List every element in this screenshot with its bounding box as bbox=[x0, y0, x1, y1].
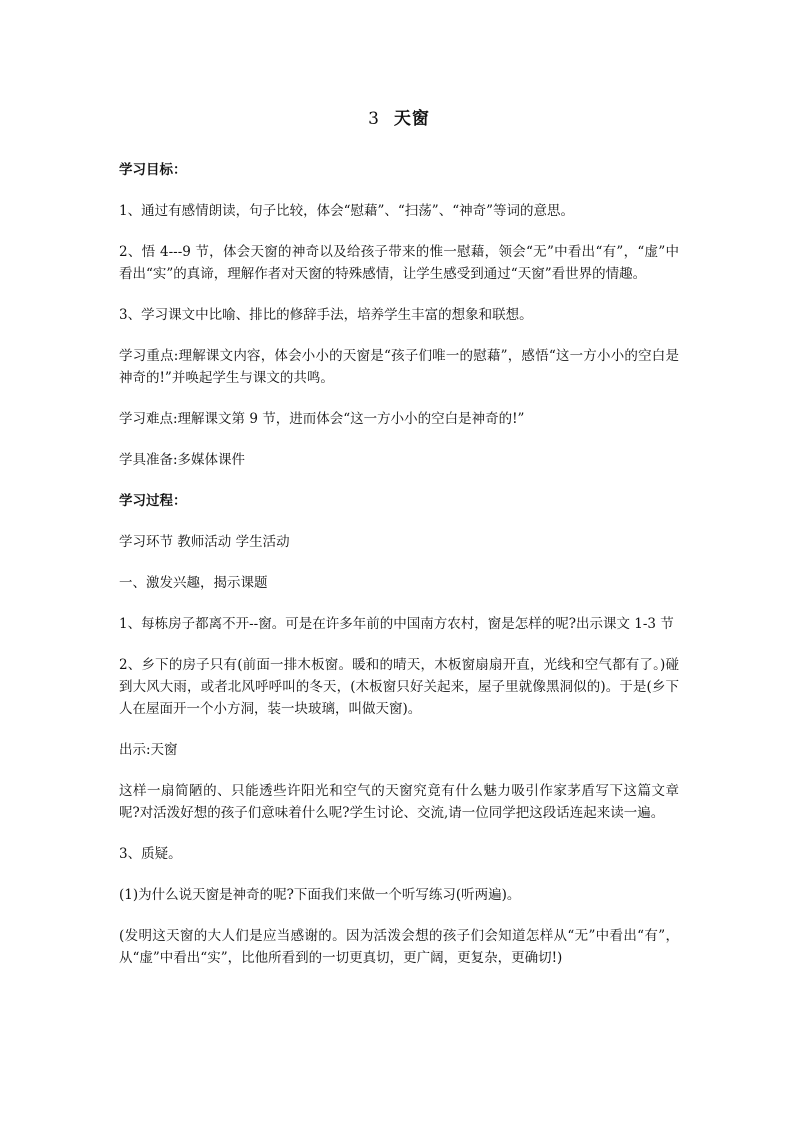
item-3: 3、质疑。 bbox=[119, 846, 182, 862]
key-point: 学习重点:理解课文内容，体会小小的天窗是“孩子们唯一的慰藉”，感悟“这一方小小的空白是神奇的!”并唤起学生与课文的共鸣。 bbox=[119, 348, 679, 386]
columns-line: 学习环节 教师活动 学生活动 bbox=[119, 534, 290, 550]
discussion: 这样一扇简陋的、只能透些许阳光和空气的天窗究竟有什么魅力吸引作家茅盾写下这篇文章呢?对活泼好想的孩子们意味着什么呢?学生讨论、交流,请一位同学把这段话连起来读一遍。 bbox=[119, 783, 679, 821]
question-1: (1)为什么说天窗是神奇的呢?下面我们来做一个听写练习(听两遍)。 bbox=[119, 887, 521, 903]
tools: 学具准备:多媒体课件 bbox=[119, 452, 246, 468]
step-1: 一、激发兴趣，揭示课题 bbox=[119, 575, 268, 591]
item-2: 2、乡下的房子只有(前面一排木板窗。暖和的晴天，木板窗扇扇开直，光线和空气都有了。)碰到大风大雨，或者北风呼呼叫的冬天，(木板窗只好关起来，屋子里就像黑洞似的)。于是(乡下人在屋面开一个小方洞，装一块玻璃，叫做天窗)。 bbox=[119, 657, 679, 717]
goals-heading: 学习目标： bbox=[119, 162, 187, 178]
page-title bbox=[119, 104, 679, 129]
show-line: 出示:天窗 bbox=[119, 742, 178, 758]
lesson-number: 3 bbox=[368, 109, 380, 129]
goal-2: 2、悟 4---9 节，体会天窗的神奇以及给孩子带来的惟一慰藉，领会“无”中看出“有”，“虚”中看出“实”的真谛，理解作者对天窗的特殊感情，让学生感受到通过“天窗”看世界的情趣。 bbox=[119, 244, 679, 282]
goal-3: 3、学习课文中比喻、排比的修辞手法，培养学生丰富的想象和联想。 bbox=[119, 307, 533, 323]
answer: (发明这天窗的大人们是应当感谢的。因为活泼会想的孩子们会知道怎样从“无”中看出“有”，从“虚”中看出“实”，比他所看到的一切更真切，更广阔，更复杂，更确切!) bbox=[119, 928, 679, 966]
lesson-title: 天窗 bbox=[393, 109, 430, 129]
document-page bbox=[119, 104, 679, 988]
difficulty: 学习难点:理解课文第 9 节，进而体会“这一方小小的空白是神奇的!” bbox=[119, 411, 525, 427]
item-1: 1、每栋房子都离不开--窗。可是在许多年前的中国南方农村，窗是怎样的呢?出示课文 1-3 节 bbox=[119, 616, 674, 632]
goal-1: 1、通过有感情朗读，句子比较，体会“慰藉”、“扫荡”、“神奇”等词的意思。 bbox=[119, 203, 574, 219]
process-heading: 学习过程： bbox=[119, 493, 187, 509]
